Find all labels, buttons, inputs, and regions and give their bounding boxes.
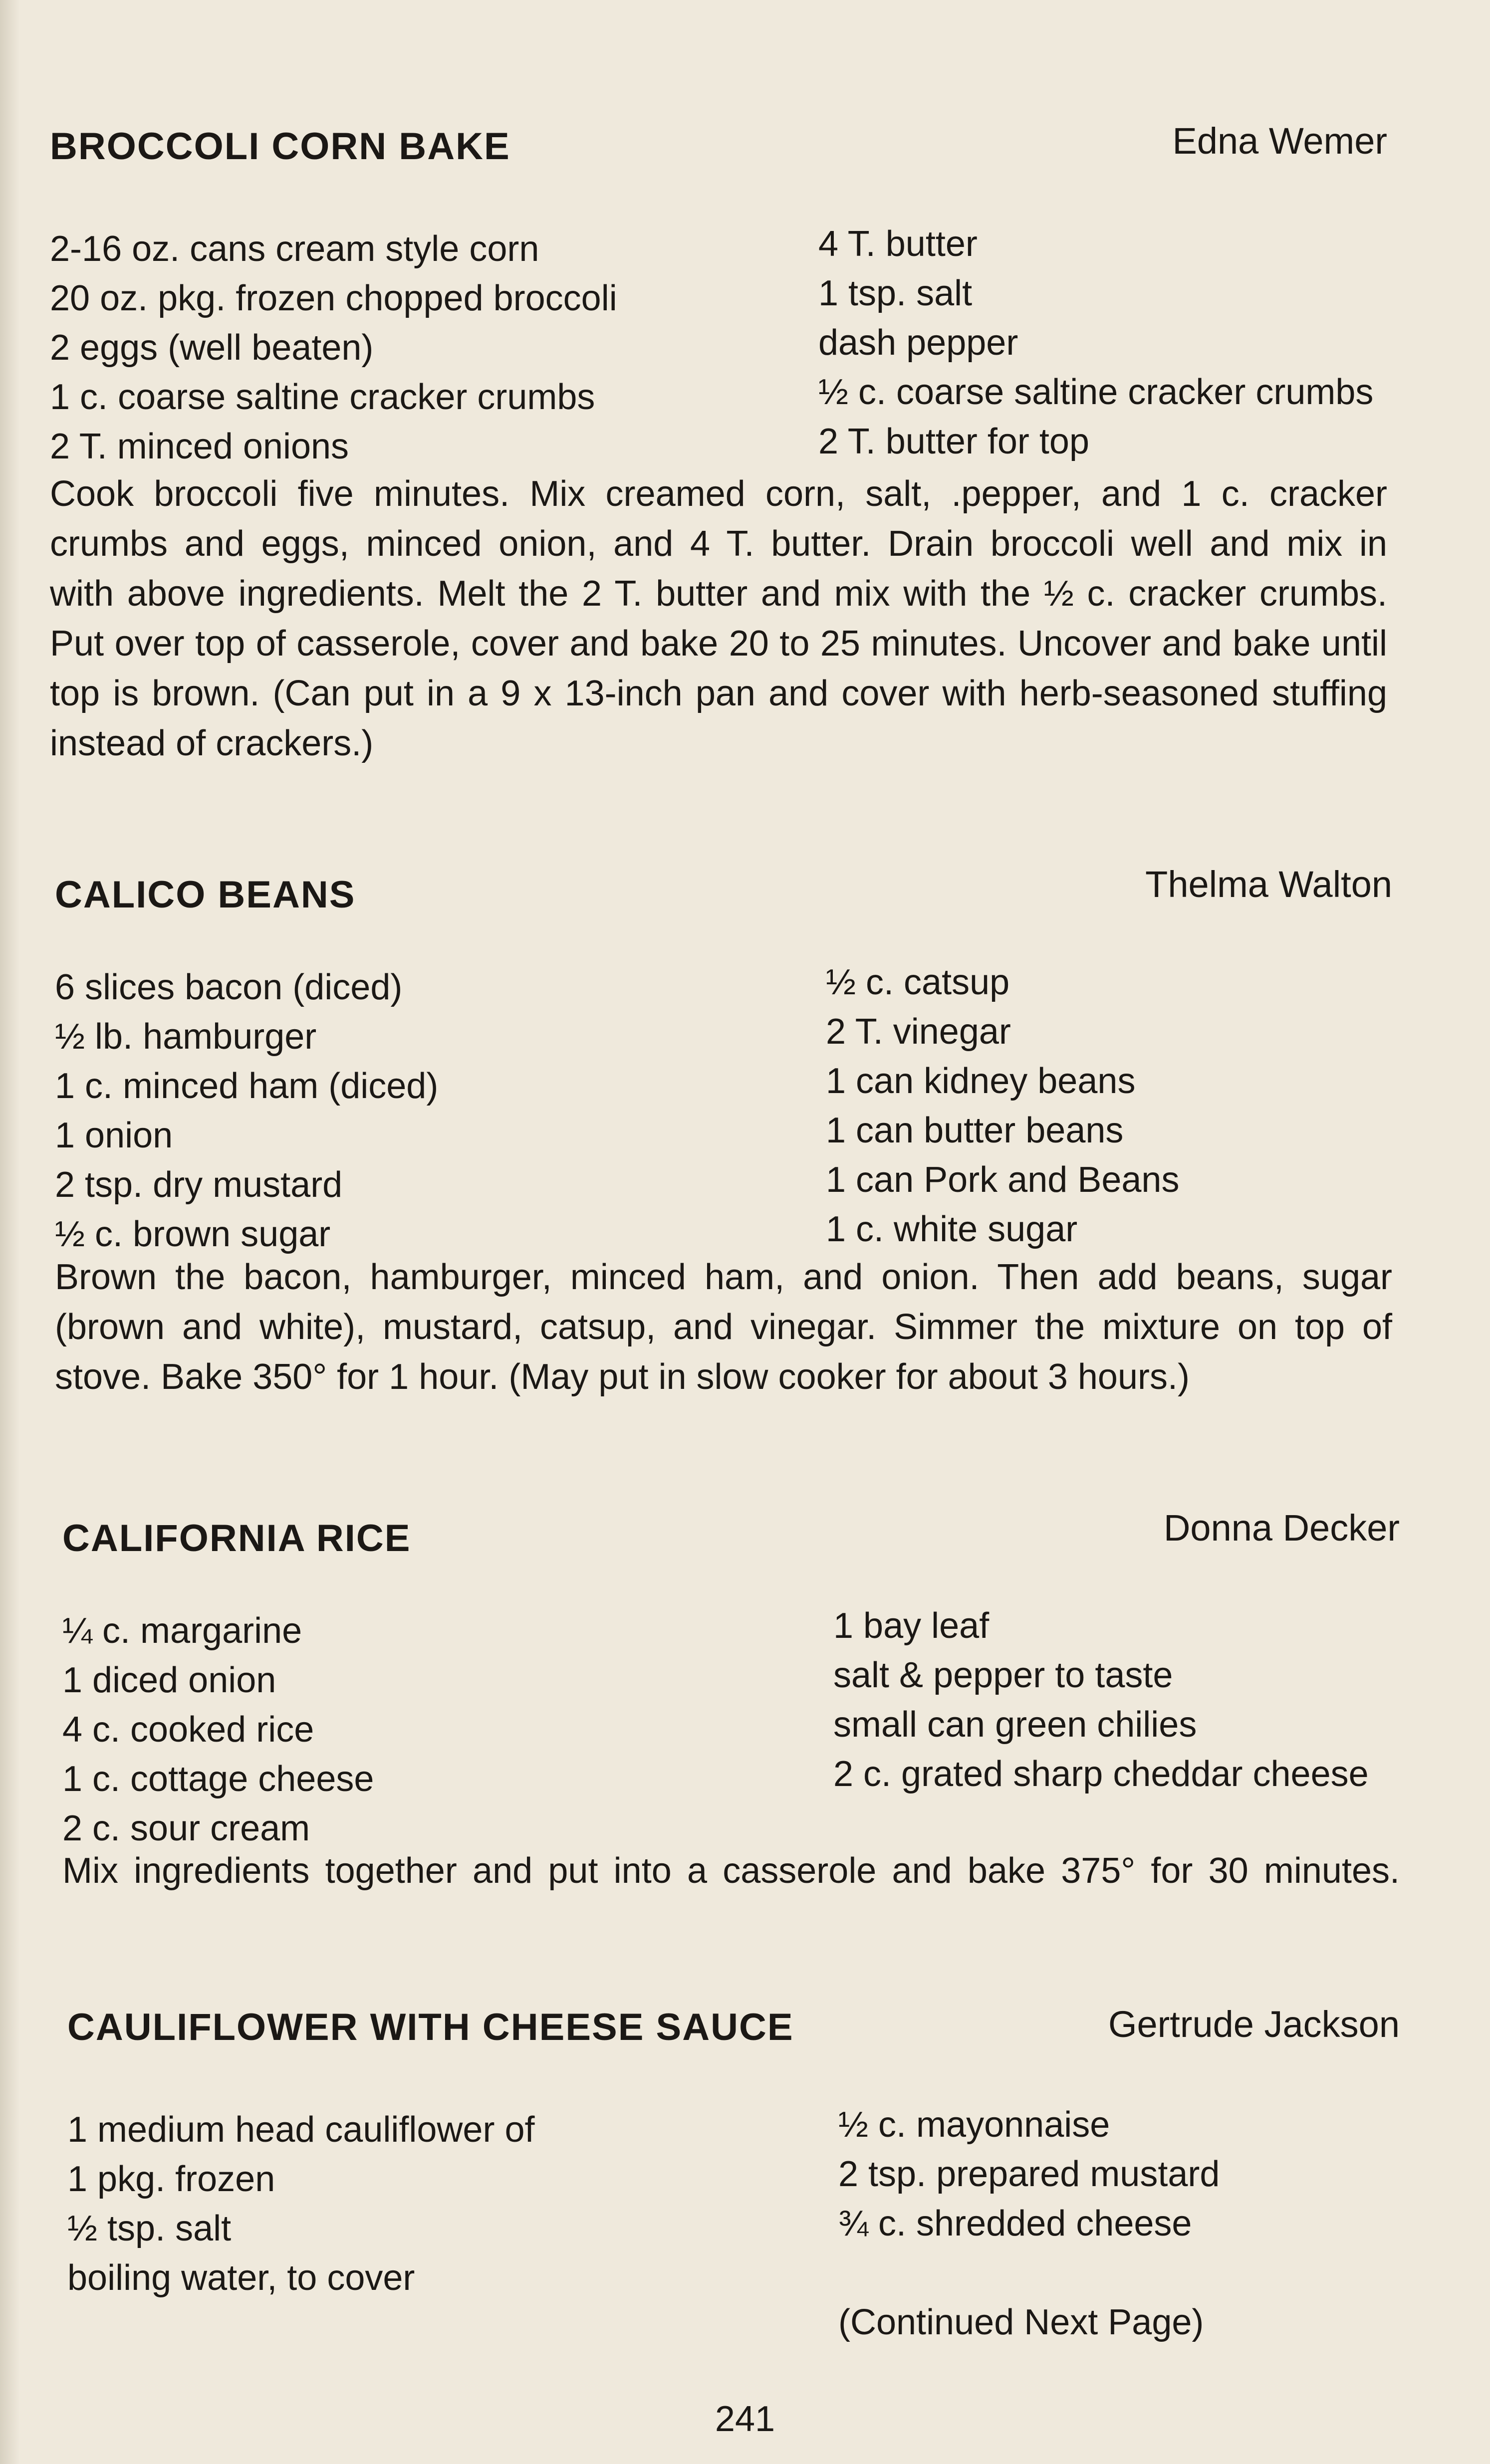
direction-line: Cook broccoli five minutes. Mix creamed corn, salt, .pepper, and 1 c. cracker xyxy=(50,474,1387,514)
recipe-title: CALICO BEANS xyxy=(55,874,356,916)
ingredient: 1 diced onion xyxy=(62,1660,276,1700)
recipe-title: CAULIFLOWER WITH CHEESE SAUCE xyxy=(67,2006,794,2048)
directions xyxy=(55,1252,1392,1402)
direction-line: top is brown. (Can put in a 9 x 13-inch pan and cover with herb-seasoned stuffing xyxy=(50,673,1387,713)
ingredient: 1 pkg. frozen xyxy=(67,2159,275,2199)
ingredients-right xyxy=(838,2100,1220,2347)
ingredient: 1 c. coarse saltine cracker crumbs xyxy=(50,377,595,417)
ingredient: 1 can Pork and Beans xyxy=(826,1160,1180,1200)
recipe-title: BROCCOLI CORN BAKE xyxy=(50,125,510,168)
ingredient: 4 c. cooked rice xyxy=(62,1710,314,1750)
ingredient: 1 c. white sugar xyxy=(826,1209,1078,1249)
ingredient: 2 T. vinegar xyxy=(826,1012,1011,1052)
ingredient: ½ tsp. salt xyxy=(67,2209,232,2248)
recipe-author: Edna Wemer xyxy=(1172,120,1387,162)
ingredient: 1 bay leaf xyxy=(833,1606,990,1646)
ingredients-left xyxy=(62,1606,374,1853)
ingredients-right xyxy=(826,958,1179,1254)
ingredient: ¾ c. shredded cheese xyxy=(838,2204,1192,2243)
recipe-broccoli-corn-bake xyxy=(50,120,1387,783)
ingredient: 2 tsp. prepared mustard xyxy=(838,2154,1220,2194)
ingredient: 1 c. cottage cheese xyxy=(62,1759,374,1799)
ingredient: 2 tsp. dry mustard xyxy=(55,1165,343,1205)
ingredient: 2 T. minced onions xyxy=(50,427,349,466)
ingredient: ½ c. coarse saltine cracker crumbs xyxy=(818,372,1374,412)
ingredient: ½ c. catsup xyxy=(826,962,1010,1002)
recipe-author: Thelma Walton xyxy=(1145,864,1392,905)
page-number: 241 xyxy=(715,2399,775,2439)
direction-line: Mix ingredients together and put into a casserole and bake 375° for 30 minutes. xyxy=(62,1851,1400,1891)
ingredient: 1 can butter beans xyxy=(826,1111,1124,1150)
ingredient: 4 T. butter xyxy=(818,224,978,264)
ingredient: 6 slices bacon (diced) xyxy=(55,967,403,1007)
ingredients-right xyxy=(818,220,1373,466)
direction-line: instead of crackers.) xyxy=(50,723,374,763)
ingredient: 2 T. butter for top xyxy=(818,422,1089,461)
ingredient-spacer xyxy=(838,2248,1220,2298)
ingredient: 2 c. sour cream xyxy=(62,1808,310,1848)
ingredient: ½ lb. hamburger xyxy=(55,1017,317,1057)
direction-line: crumbs and eggs, minced onion, and 4 T. butter. Drain broccoli well and mix in xyxy=(50,524,1387,564)
direction-line: (brown and white), mustard, catsup, and vinegar. Simmer the mixture on top of xyxy=(55,1307,1392,1347)
recipe-cauliflower-with-cheese-sauce xyxy=(67,2003,1400,2372)
recipe-title: CALIFORNIA RICE xyxy=(62,1517,411,1560)
recipe-author: Gertrude Jackson xyxy=(1108,2004,1400,2045)
ingredients-left xyxy=(67,2105,535,2303)
ingredient: salt & pepper to taste xyxy=(833,1655,1173,1695)
ingredients-left xyxy=(55,963,438,1259)
ingredient: boiling water, to cover xyxy=(67,2258,415,2298)
direction-line: with above ingredients. Melt the 2 T. butter and mix with the ½ c. cracker crumbs. xyxy=(50,574,1387,614)
ingredient: 1 tsp. salt xyxy=(818,273,973,313)
ingredient: ¼ c. margarine xyxy=(62,1611,302,1651)
ingredient: 20 oz. pkg. frozen chopped broccoli xyxy=(50,278,617,318)
ingredients-right xyxy=(833,1601,1369,1799)
ingredient: small can green chilies xyxy=(833,1705,1197,1745)
ingredient: 2 c. grated sharp cheddar cheese xyxy=(833,1754,1369,1794)
directions xyxy=(50,469,1387,768)
ingredient: ½ c. mayonnaise xyxy=(838,2105,1110,2145)
directions xyxy=(62,1846,1400,1896)
recipe-calico-beans xyxy=(55,863,1392,1412)
direction-line: stove. Bake 350° for 1 hour. (May put in slow cooker for about 3 hours.) xyxy=(55,1357,1190,1397)
ingredient: dash pepper xyxy=(818,323,1018,363)
ingredient: 1 c. minced ham (diced) xyxy=(55,1066,439,1106)
ingredient: 2-16 oz. cans cream style corn xyxy=(50,229,539,269)
continued-note: (Continued Next Page) xyxy=(838,2302,1204,2342)
ingredient: ½ c. brown sugar xyxy=(55,1214,331,1254)
ingredient: 1 can kidney beans xyxy=(826,1061,1136,1101)
recipe-california-rice xyxy=(62,1507,1400,1916)
direction-line: Brown the bacon, hamburger, minced ham, and onion. Then add beans, sugar xyxy=(55,1257,1392,1297)
direction-line: Put over top of casserole, cover and bake 20 to 25 minutes. Uncover and bake until xyxy=(50,624,1387,664)
ingredient: 2 eggs (well beaten) xyxy=(50,328,374,368)
recipe-author: Donna Decker xyxy=(1163,1507,1400,1549)
ingredient: 1 onion xyxy=(55,1116,173,1155)
page-spine-shadow xyxy=(0,0,20,2464)
ingredient: 1 medium head cauliflower of xyxy=(67,2110,535,2150)
ingredients-left xyxy=(50,224,617,471)
